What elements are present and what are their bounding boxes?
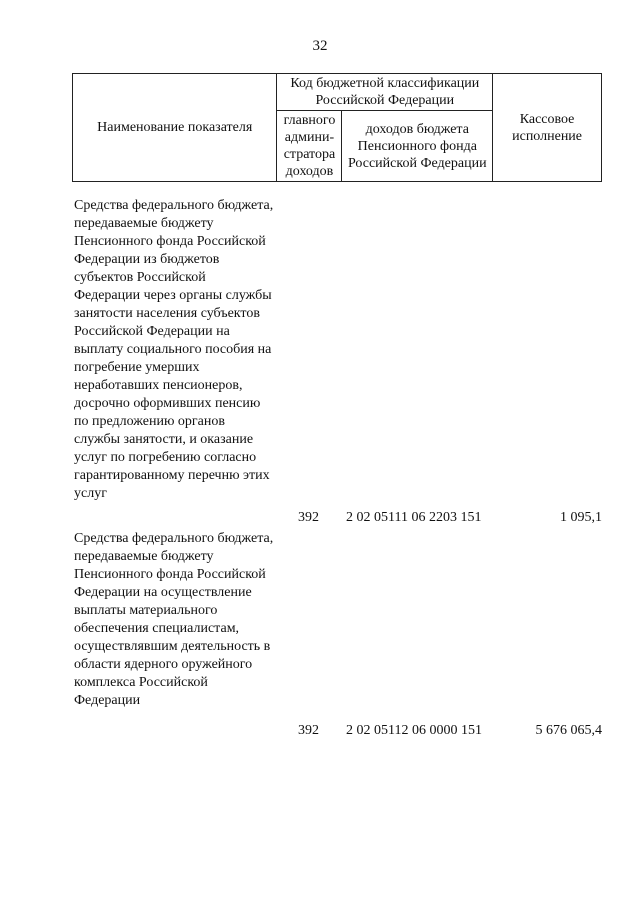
row-budget-code: 2 02 05111 06 2203 151	[346, 510, 482, 525]
row-admin-code: 392	[298, 510, 319, 525]
page-number: 32	[312, 38, 328, 54]
header-admin-column: главного админи-стратора доходов	[277, 111, 342, 182]
table-header	[72, 73, 602, 182]
row-budget-code: 2 02 05112 06 0000 151	[346, 723, 482, 738]
header-cash-column: Кассовое исполнение	[493, 74, 602, 182]
row-name: Средства федерального бюджета, передаваемые бюджету Пенсионного фонда Российской Федерации на осуществление выплаты материального обеспечения специалистам, осуществлявшим деятельность в области ядерного оружейного комплекса Российской Федерации	[74, 531, 274, 708]
row-name: Средства федерального бюджета, передаваемые бюджету Пенсионного фонда Российской Федерации из бюджетов субъектов Российской Федерации через органы службы занятости населения субъектов Российской Федерации на выплату социального пособия на погребение умерших неработавших пенсионеров, досрочно оформивших пенсию по предложению органов службы занятости, и оказание услуг по погребению согласно гарантированному перечню этих услуг	[74, 198, 274, 501]
row-admin-code: 392	[298, 723, 319, 738]
table-row	[74, 197, 602, 527]
row-amount: 5 676 065,4	[535, 723, 602, 738]
header-income-column: доходов бюджета Пенсионного фонда Российской Федерации	[342, 111, 493, 182]
table-row	[74, 530, 602, 740]
row-amount: 1 095,1	[560, 510, 602, 525]
header-code-group: Код бюджетной классификации Российской Федерации	[277, 74, 493, 111]
header-name-column: Наименование показателя	[73, 74, 277, 182]
